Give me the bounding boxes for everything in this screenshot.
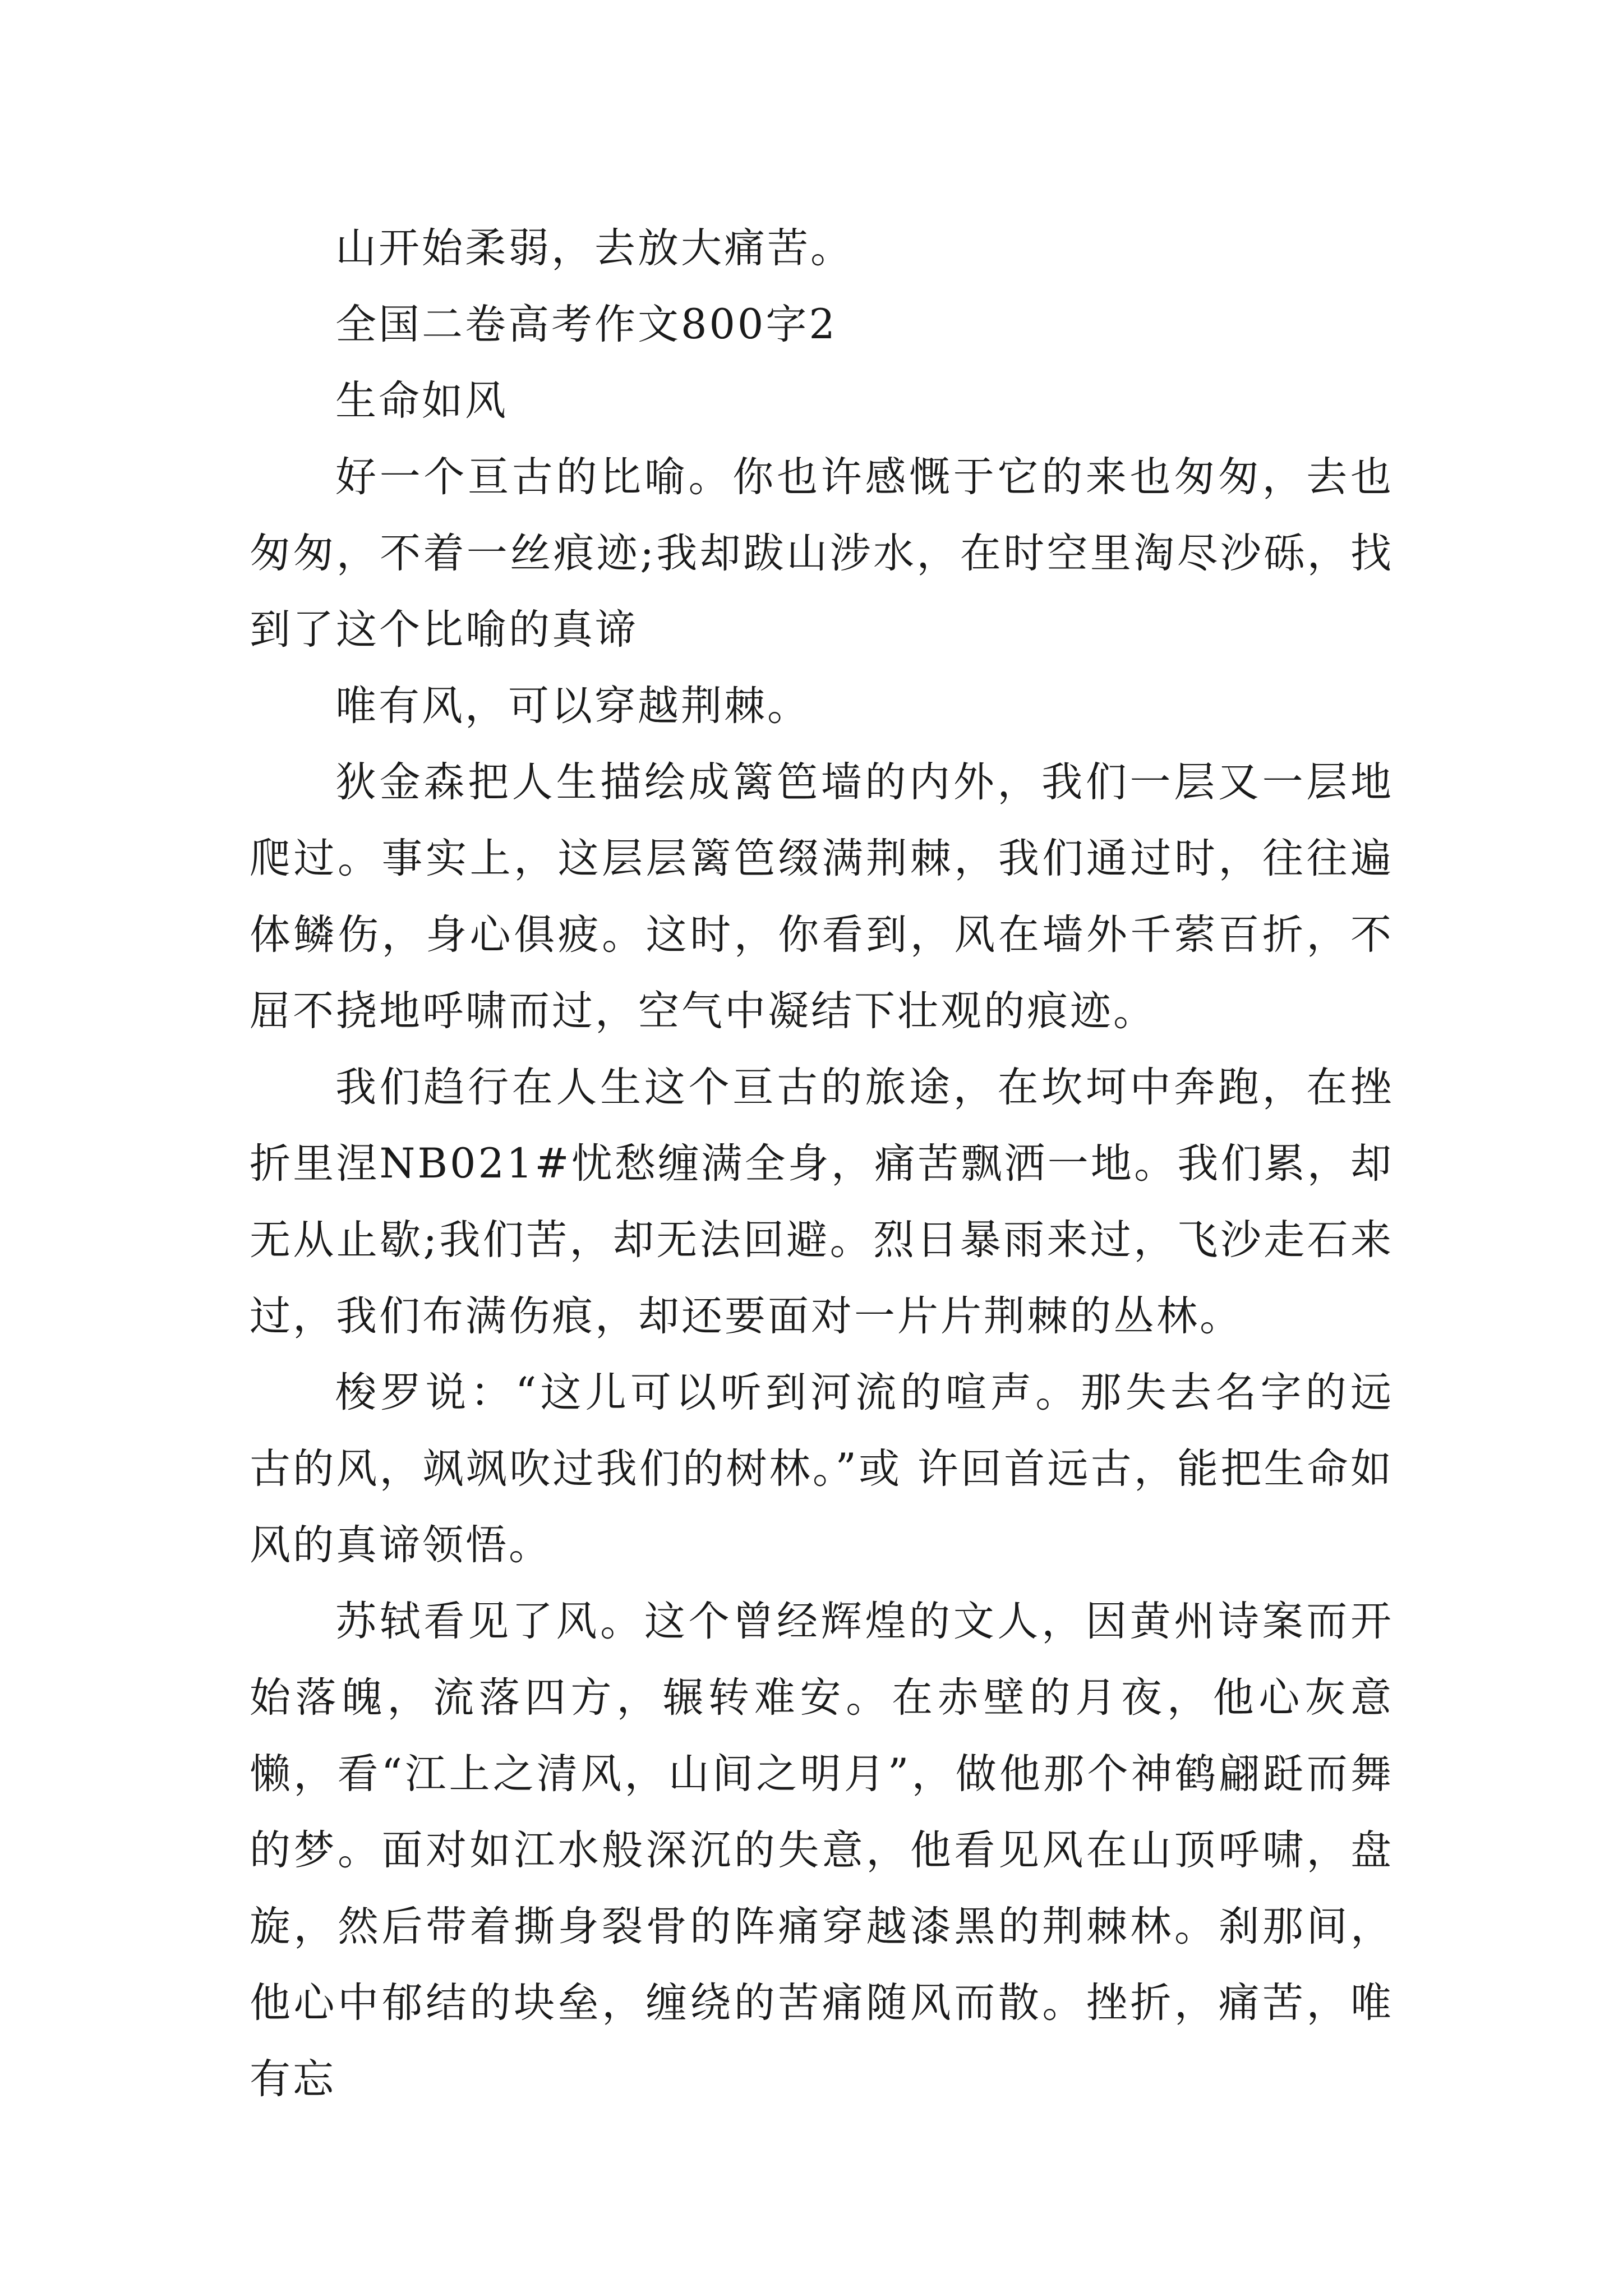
paragraph-4: 好一个亘古的比喻。你也许感慨于它的来也匆匆，去也匆匆，不着一丝痕迹;我却跋山涉水，在时空里淘尽沙砾，找到了这个比喻的真谛: [250, 453, 1394, 654]
paragraph-7: 我们趋行在人生这个亘古的旅途，在坎坷中奔跑，在挫折里涅NB021#忧愁缠满全身，痛苦飘洒一地。我们累，却无从止歇;我们苦，却无法回避。烈日暴雨来过，飞沙走石来过，我们布满伤痕，却还要面对一片片荆棘的丛林。: [250, 1064, 1394, 1340]
paragraph-6: 狄金森把人生描绘成篱笆墙的内外，我们一层又一层地爬过。事实上，这层层篱笆缀满荆棘，我们通过时，往往遍体鳞伤，身心俱疲。这时，你看到，风在墙外千萦百折，不屈不挠地呼啸而过，空气中凝结下壮观的痕迹。: [250, 758, 1394, 1035]
essay-heading: 全国二卷高考作文800字2: [335, 301, 837, 348]
paragraph-8: 梭罗说：“这儿可以听到河流的喧声。那失去名字的远古的风，飒飒吹过我们的树林。”或 许回首远古，能把生命如风的真谛领悟。: [250, 1369, 1394, 1569]
paragraph-1: 山开始柔弱，去放大痛苦。: [335, 224, 854, 272]
essay-text-body: [250, 210, 1394, 2118]
essay-title: 生命如风: [335, 377, 508, 425]
paragraph-5: 唯有风，可以穿越荆棘。: [335, 682, 810, 730]
paragraph-9: 苏轼看见了风。这个曾经辉煌的文人，因黄州诗案而开始落魄，流落四方，辗转难安。在赤壁的月夜，他心灰意懒，看“江上之清风，山间之明月”，做他那个神鹤翩跹而舞的梦。面对如江水般深沉的失意，他看见风在山顶呼啸，盘旋，然后带着撕身裂骨的阵痛穿越漆黑的荆棘林。刹那间，他心中郁结的块垒，缠绕的苦痛随风而散。挫折，痛苦，唯有忘: [250, 1598, 1394, 2103]
